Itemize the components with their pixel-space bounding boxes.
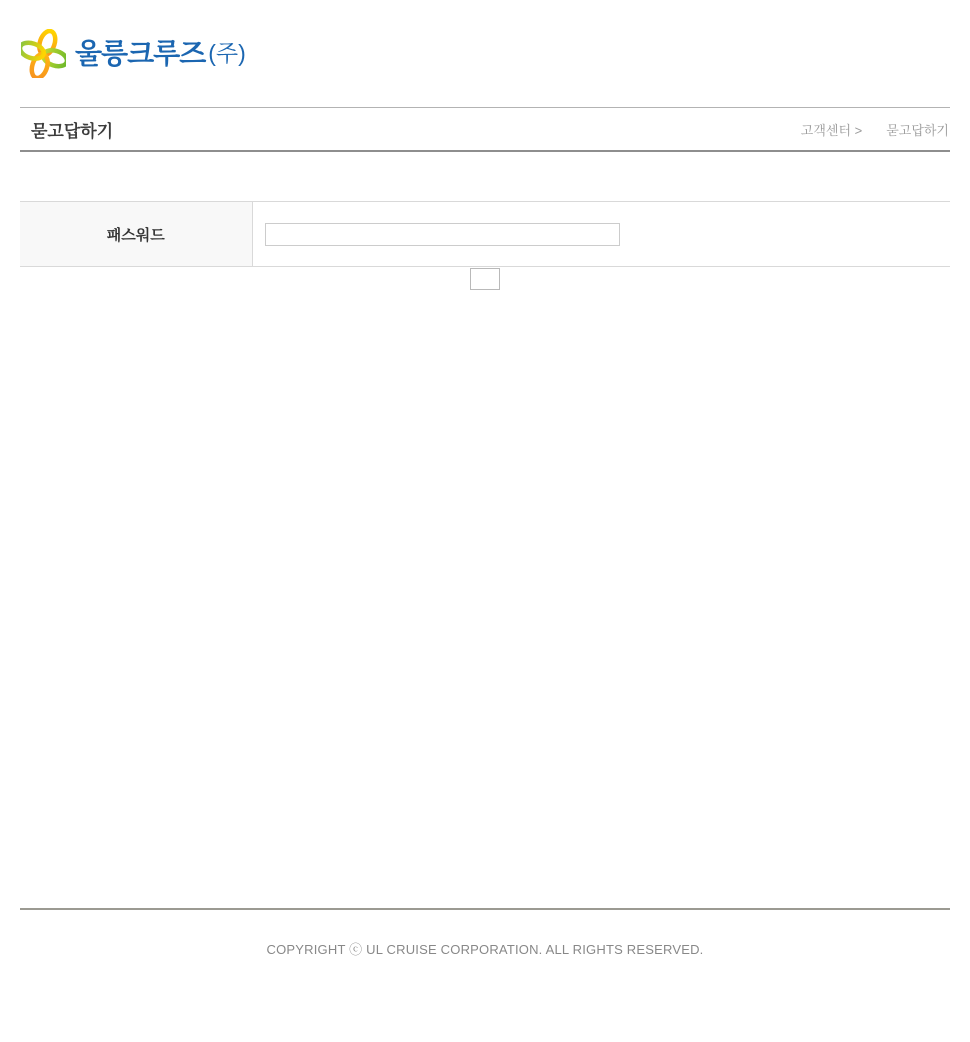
- footer: [20, 908, 950, 958]
- copyright-text: COPYRIGHT ⓒ UL CRUISE CORPORATION. ALL RIGHTS RESERVED.: [266, 942, 704, 957]
- header: [0, 0, 970, 107]
- logo-flower-icon: [21, 29, 66, 78]
- logo[interactable]: [21, 29, 246, 78]
- password-table: [20, 201, 950, 267]
- breadcrumb-customer-center[interactable]: 고객센터 >: [800, 122, 863, 138]
- breadcrumb-qna[interactable]: 묻고답하기: [886, 122, 949, 138]
- title-bar: [20, 107, 950, 152]
- password-cell: [252, 202, 950, 267]
- password-input[interactable]: [265, 223, 620, 246]
- submit-button[interactable]: [470, 268, 500, 290]
- table-row: [20, 202, 950, 267]
- password-label: 패스워드: [20, 202, 252, 267]
- breadcrumb: [801, 120, 950, 139]
- button-row: [0, 268, 970, 290]
- logo-company-name: 울릉크루즈: [75, 37, 206, 69]
- logo-company-suffix: (주): [208, 40, 246, 66]
- page-title: 묻고답하기: [31, 121, 114, 141]
